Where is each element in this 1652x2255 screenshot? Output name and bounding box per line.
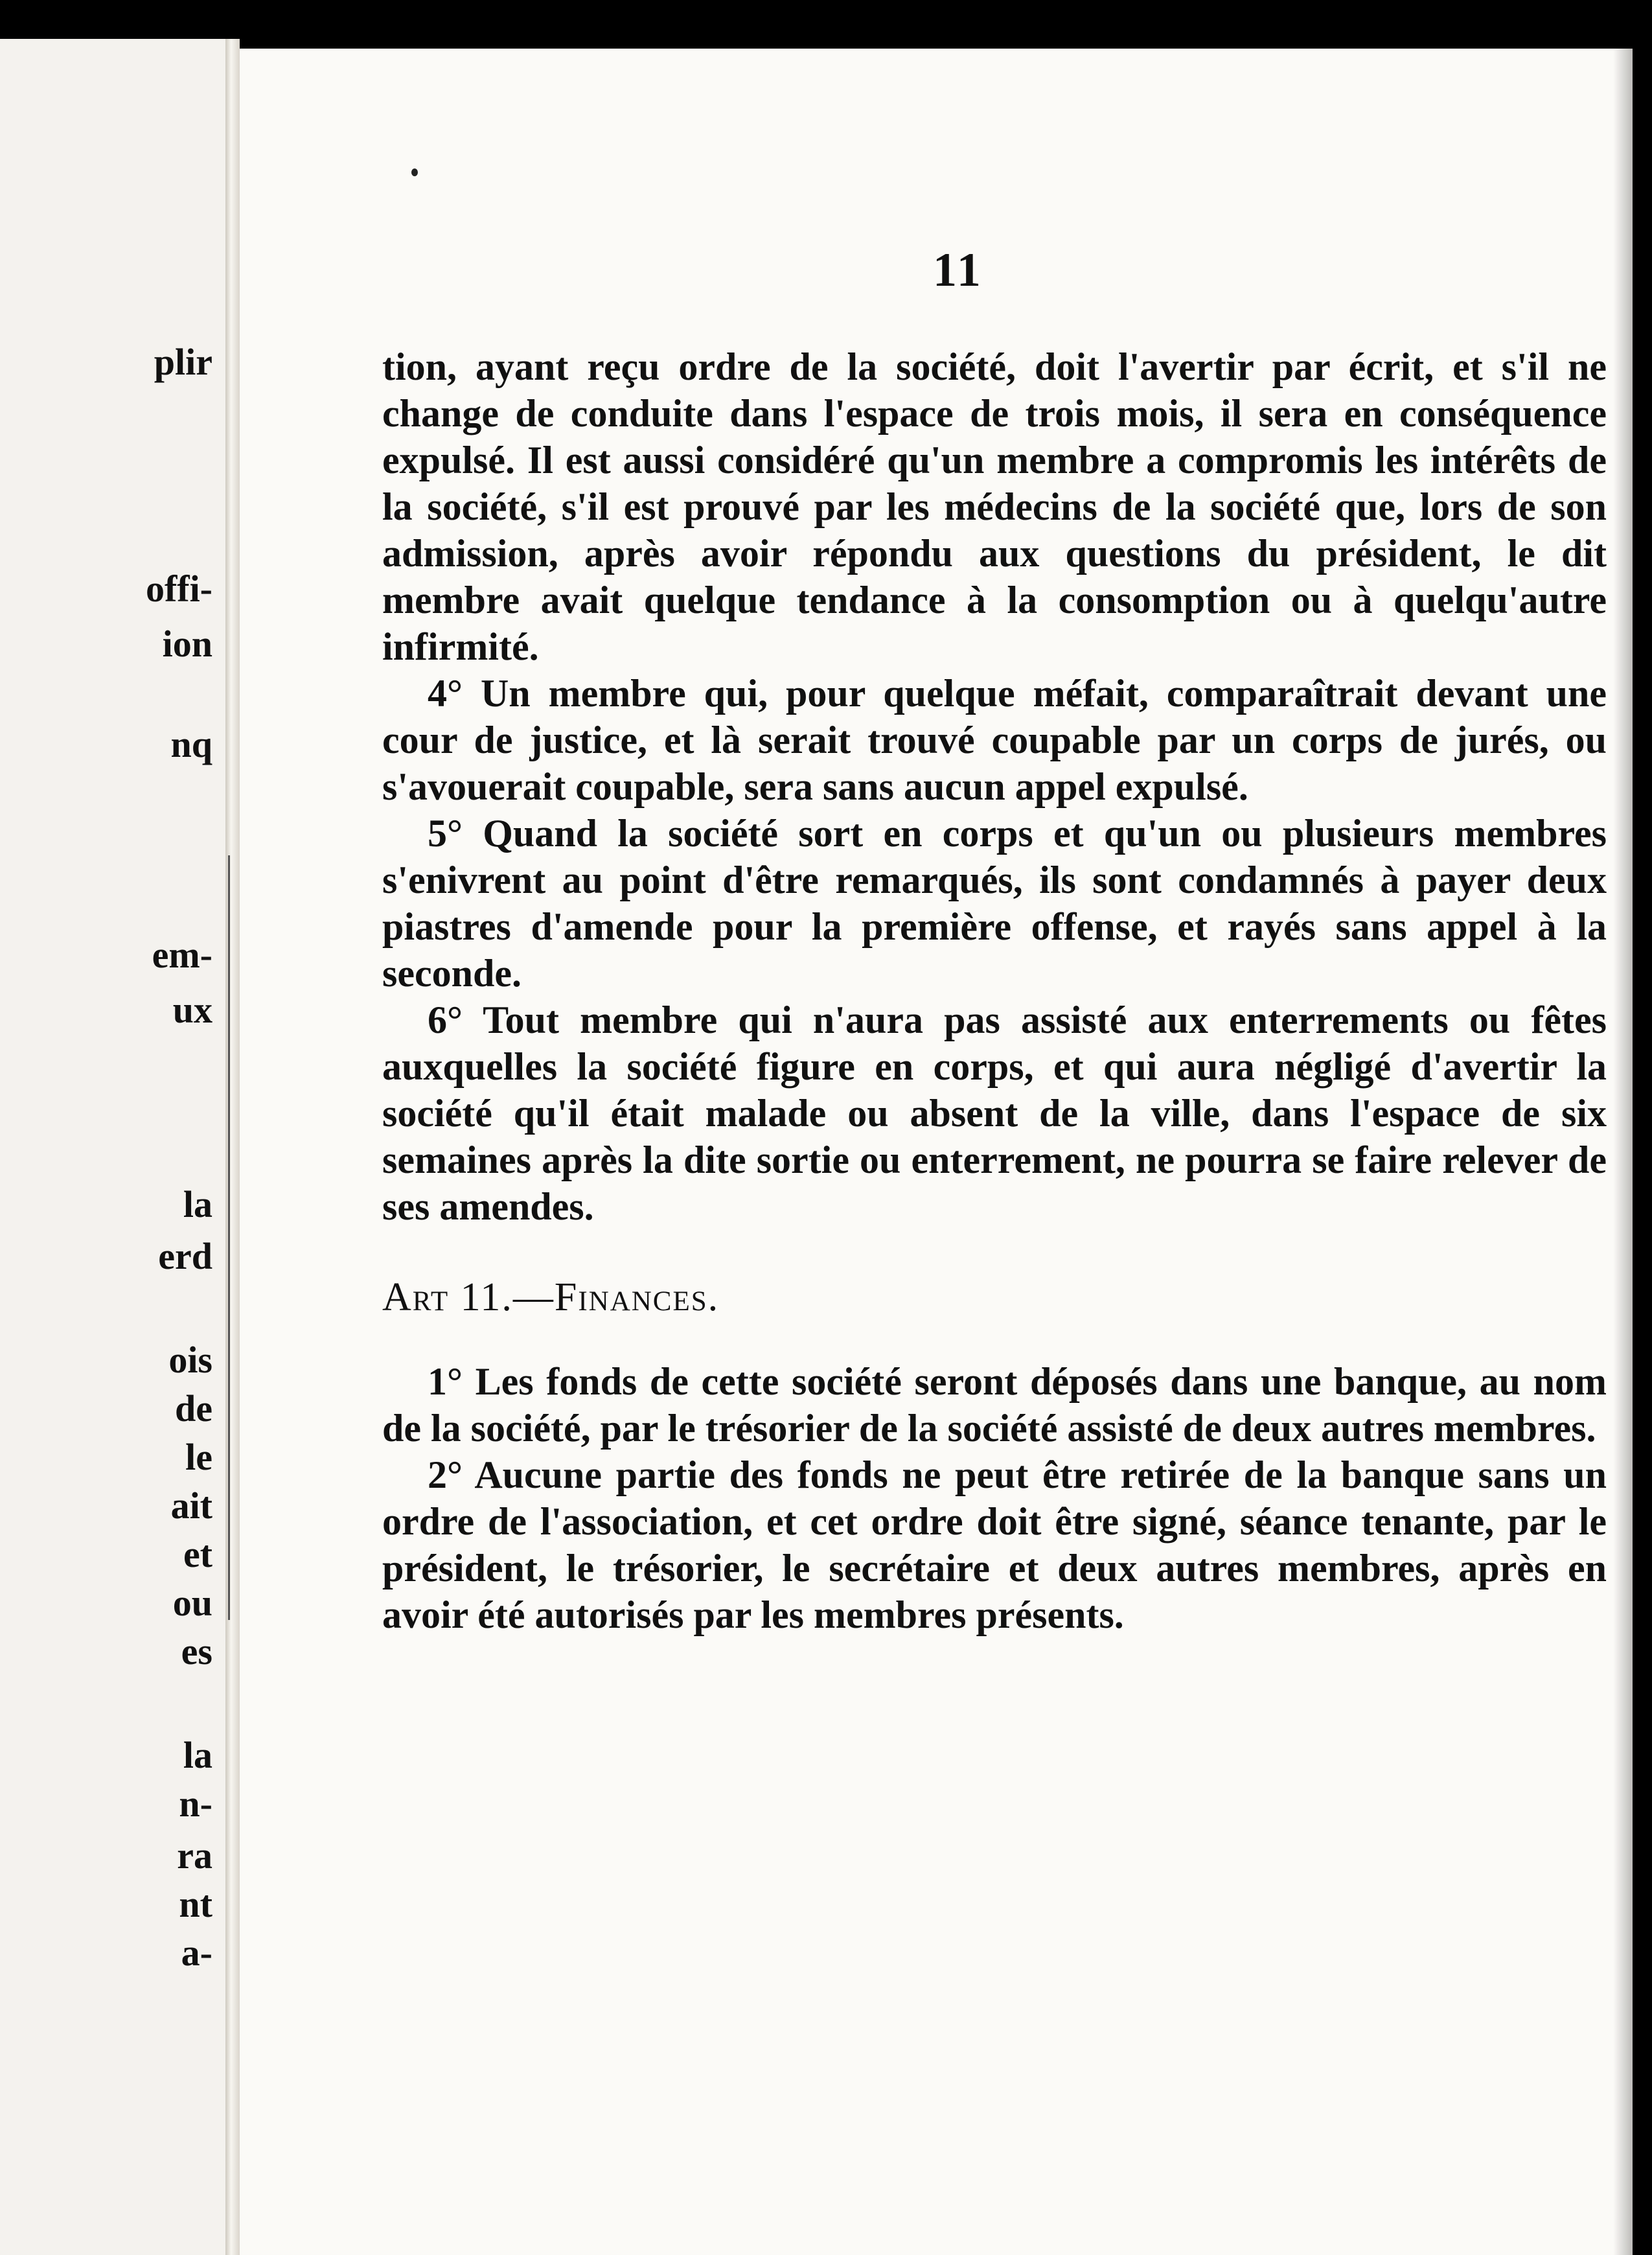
left-page-fragment: a- xyxy=(181,1932,212,1974)
left-page-fragment: offi- xyxy=(145,568,212,610)
left-page-fragment: ux xyxy=(172,989,212,1031)
left-page-fragment: la xyxy=(183,1183,212,1225)
body-text xyxy=(382,343,1607,1638)
paragraph: 4° Un membre qui, pour quelque méfait, comparaîtrait devant une cour de justice, et là serait trouvé coupable par un corps de jurés, ou s'avouerait coupable, sera sans aucun appel expulsé. xyxy=(382,672,1607,808)
page-number: 11 xyxy=(933,244,983,297)
page-edge-shadow xyxy=(1613,49,1633,2255)
left-page-fragment: et xyxy=(183,1533,212,1575)
left-page-fragment: ou xyxy=(172,1582,212,1624)
left-page-fragment: erd xyxy=(158,1235,212,1277)
left-facing-page xyxy=(0,39,225,2255)
paragraph: 2° Aucune partie des fonds ne peut être retirée de la banque sans un ordre de l'association, et cet ordre doit être signé, séance tenante, par le président, le trésorier, le secrétaire et deux autres membres, après en avoir été autorisés par les membres présents. xyxy=(382,1453,1607,1636)
left-page-fragment: la xyxy=(183,1734,212,1776)
left-page-fragment: ait xyxy=(170,1485,212,1527)
left-page-fragment: em- xyxy=(152,934,212,976)
left-page-fragment: es xyxy=(181,1630,212,1672)
paragraph: 1° Les fonds de cette société seront déposés dans une banque, au nom de la société, par le trésorier de la société assisté de deux autres membres. xyxy=(382,1360,1607,1450)
left-page-fragment: nq xyxy=(170,723,212,765)
paragraph: 5° Quand la société sort en corps et qu'un ou plusieurs membres s'enivrent au point d'être remarqués, ils sont condamnés à payer deux piastres d'amende pour la première offense, et rayés sans appel à la seconde. xyxy=(382,812,1607,995)
left-page-fragment: le xyxy=(185,1436,212,1478)
left-page-fragment: n- xyxy=(179,1783,212,1825)
left-page-fragment: ra xyxy=(177,1834,212,1877)
paragraph: tion, ayant reçu ordre de la société, doit l'avertir par écrit, et s'il ne change de conduite dans l'espace de trois mois, il sera en conséquence expulsé. Il est aussi considéré qu'un membre a compromis les intérêts de la société, s'il est prouvé par les médecins de la société que, lors de son admission, après avoir répondu aux questions du président, le dit membre avait quelque tendance à la consomption ou à quelqu'autre infirmité. xyxy=(382,345,1607,668)
ink-speck xyxy=(411,168,418,176)
left-page-fragment: ois xyxy=(168,1339,212,1381)
article-heading: Art 11.—Finances. xyxy=(382,1275,720,1319)
paragraph: 6° Tout membre qui n'aura pas assisté aux enterrements ou fêtes auxquelles la société figure en corps, et qui aura négligé d'avertir la société qu'il était malade ou absent de la ville, dans l'espace de six semaines après la dite sortie ou enterrement, ne pourra se faire relever de ses amendes. xyxy=(382,999,1607,1228)
left-page-fragment: nt xyxy=(179,1883,212,1925)
left-page-fragment: de xyxy=(175,1387,212,1429)
right-page xyxy=(240,49,1633,2255)
left-page-fragment: plir xyxy=(154,341,212,383)
left-page-fragment: ion xyxy=(162,623,212,665)
spine-thread xyxy=(228,855,230,1620)
